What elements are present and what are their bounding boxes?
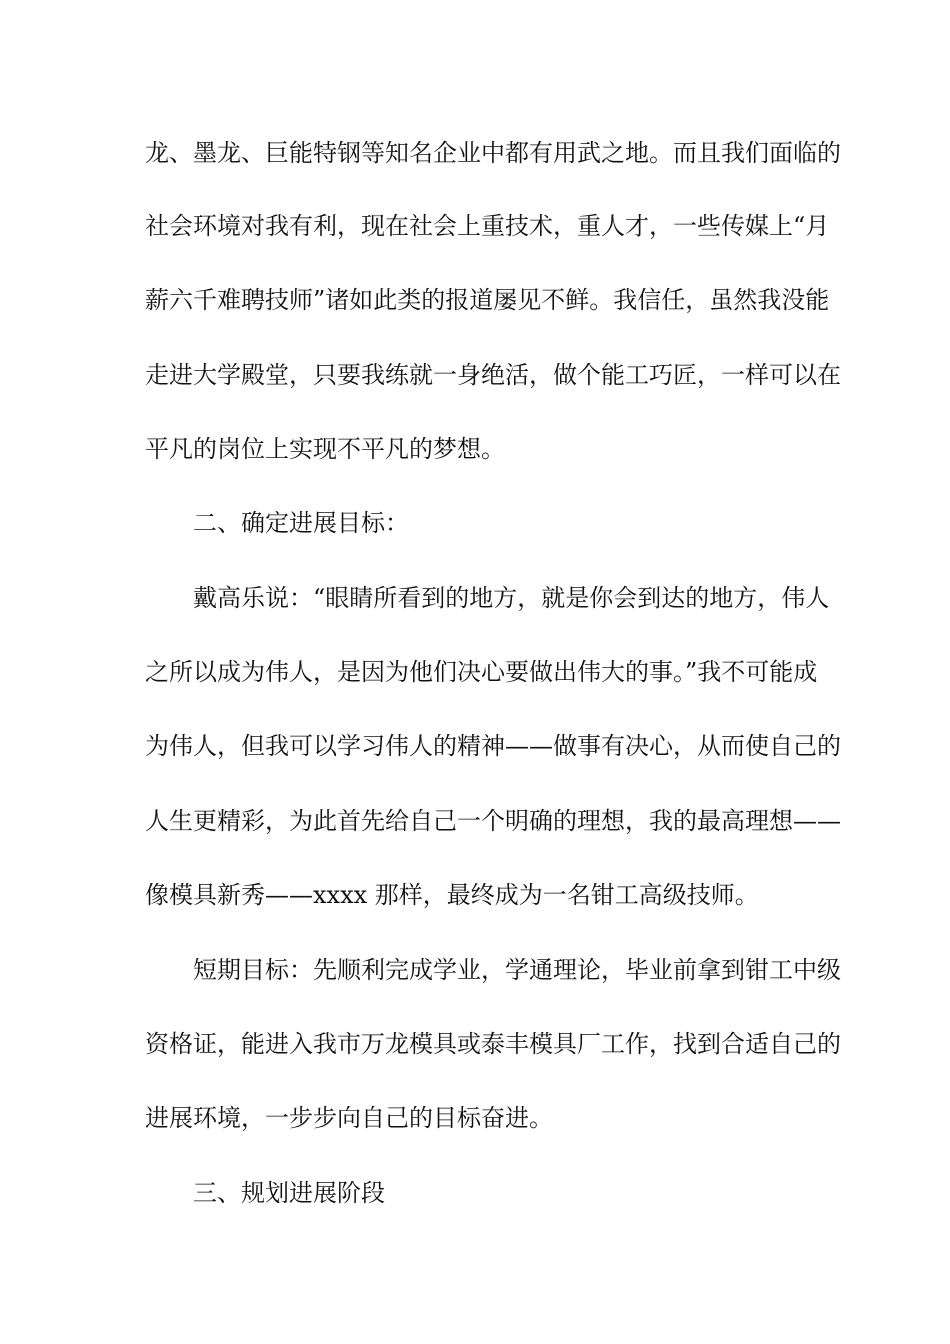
paragraph-line-5: 平凡的岗位上实现不平凡的梦想。 [145,435,505,463]
paragraph-line-9: 为伟人，但我可以学习伟人的精神——做事有决心，从而使自己的 [145,732,841,760]
paragraph-line-12: 短期目标：先顺利完成学业，学通理论，毕业前拿到钳工中级 [193,956,841,984]
paragraph-line-13: 资格证，能进入我市万龙模具或泰丰模具厂工作，找到合适自己的 [145,1030,841,1058]
paragraph-line-7: 戴高乐说：“眼睛所看到的地方，就是你会到达的地方，伟人 [193,584,830,612]
paragraph-line-1: 龙、墨龙、巨能特钢等知名企业中都有用武之地。而且我们面临的 [145,139,841,167]
paragraph-line-14: 进展环境，一步步向自己的目标奋进。 [145,1104,553,1132]
section-heading-2: 二、确定进展目标： [193,509,409,537]
paragraph-line-11: 像模具新秀——xxxx 那样，最终成为一名钳工高级技师。 [145,881,759,909]
paragraph-line-10: 人生更精彩，为此首先给自己一个明确的理想，我的最高理想—— [145,807,841,835]
section-heading-3: 三、规划进展阶段 [193,1179,385,1207]
paragraph-line-8: 之所以成为伟人，是因为他们决心要做出伟大的事。”我不可能成 [145,658,818,686]
paragraph-line-3: 薪六千难聘技师”诸如此类的报道屡见不鲜。我信任，虽然我没能 [145,286,830,314]
paragraph-line-4: 走进大学殿堂，只要我练就一身绝活，做个能工巧匠，一样可以在 [145,361,841,389]
paragraph-line-2: 社会环境对我有利，现在社会上重技术，重人才，一些传媒上“月 [145,212,830,240]
